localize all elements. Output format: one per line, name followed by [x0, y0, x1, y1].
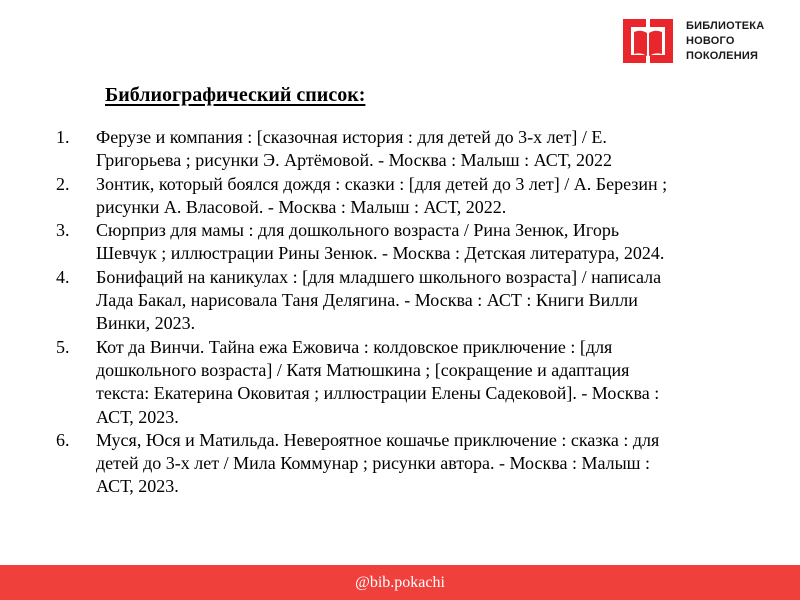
bibliography-entry: [56, 173, 746, 220]
entry-text-line: Шевчук ; иллюстрации Рины Зенюк. - Москва : Детская литература, 2024.: [96, 243, 665, 264]
social-handle: @bib.pokachi: [355, 573, 445, 591]
entry-text-line: Кот да Винчи. Тайна ежа Ежовича : колдовское приключение : [для: [96, 336, 613, 357]
entry-number: 3.: [56, 220, 70, 241]
bibliography-entry: [56, 266, 746, 336]
entry-text-line: Винки, 2023.: [96, 313, 196, 334]
entry-number: 5.: [56, 336, 70, 357]
library-logo-text: [686, 19, 764, 64]
library-logo: [620, 16, 764, 66]
open-book-logo-icon: [620, 16, 676, 66]
logo-line: НОВОГО: [686, 34, 735, 47]
entry-text-line: Бонифаций на каникулах : [для младшего школьного возраста] / написала: [96, 266, 662, 287]
entry-text-line: детей до 3-х лет / Мила Коммунар ; рисунки автора. - Москва : Малыш :: [96, 453, 651, 474]
entry-text-line: Сюрприз для мамы : для дошкольного возраста / Рина Зенюк, Игорь: [96, 220, 620, 241]
entry-number: 1.: [56, 127, 70, 147]
logo-line: БИБЛИОТЕКА: [686, 19, 765, 32]
entry-text-line: АСТ, 2023.: [96, 406, 179, 427]
bibliography-entry: [56, 219, 746, 266]
entry-number: 4.: [56, 266, 70, 287]
page-title: Библиографический список:: [105, 84, 366, 106]
entry-text-line: дошкольного возраста] / Катя Матюшкина ; [сокращение и адаптация: [96, 359, 630, 380]
entry-number: 2.: [56, 173, 70, 194]
bibliography-list: [56, 126, 746, 499]
entry-number: 6.: [56, 429, 70, 450]
logo-line: ПОКОЛЕНИЯ: [686, 49, 759, 62]
entry-text-line: текста: Екатерина Оковитая ; иллюстрации Елены Садековой]. - Москва :: [96, 383, 660, 404]
bibliography-entry: [56, 336, 746, 429]
entry-text-line: рисунки А. Власовой. - Москва : Малыш : АСТ, 2022.: [96, 196, 507, 217]
entry-text-line: АСТ, 2023.: [96, 476, 179, 497]
entry-text-line: Муся, Юся и Матильда. Невероятное кошачье приключение : сказка : для: [96, 429, 660, 450]
bibliography-entry: [56, 126, 746, 173]
bibliography-entry: [56, 429, 746, 499]
entry-text-line: Зонтик, который боялся дождя : сказки : [для детей до 3 лет] / А. Березин ;: [96, 173, 668, 194]
footer-bar: [0, 565, 800, 600]
entry-text-line: Ферузе и компания : [сказочная история : для детей до 3-х лет] / Е.: [96, 127, 607, 147]
entry-text-line: Лада Бакал, нарисовала Таня Делягина. - Москва : АСТ : Книги Вилли: [96, 290, 638, 311]
entry-text-line: Григорьева ; рисунки Э. Артёмовой. - Москва : Малыш : АСТ, 2022: [96, 150, 612, 171]
